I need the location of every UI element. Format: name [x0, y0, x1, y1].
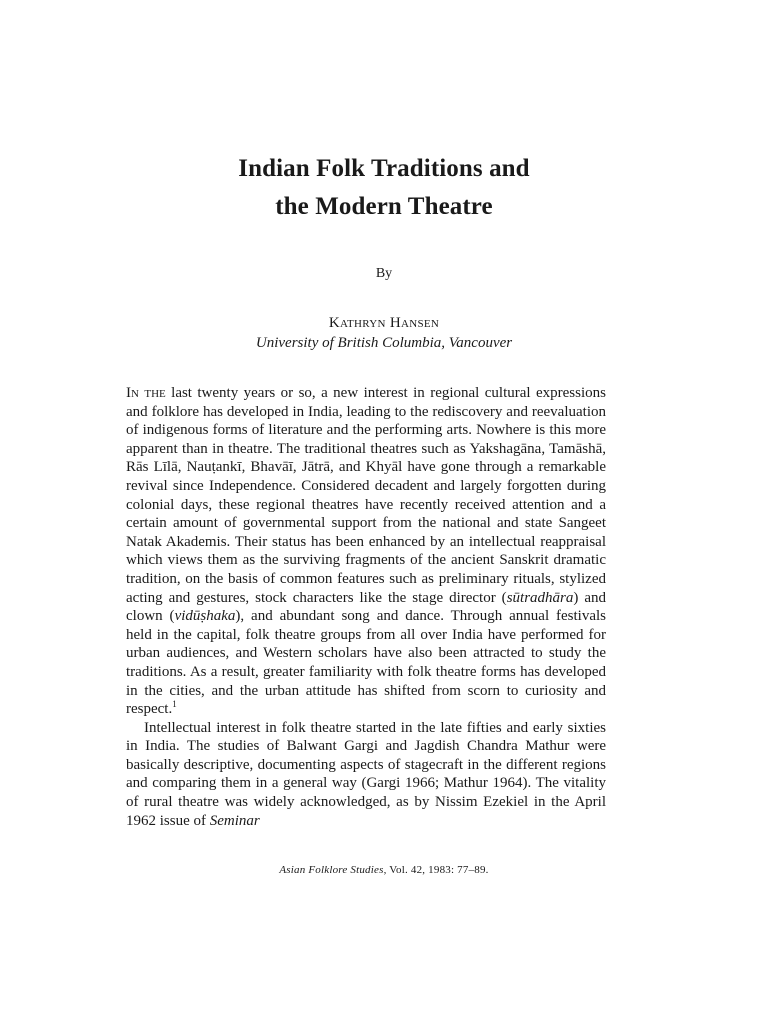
footnote-marker: 1 [172, 699, 177, 710]
article-body [126, 384, 606, 830]
affiliation-city: Vancouver [448, 335, 513, 351]
article-title [0, 150, 768, 226]
affiliation-institution: University of British Columbia, [255, 335, 446, 351]
paragraph-1 [126, 384, 606, 719]
paragraph-2 [126, 719, 606, 831]
title-line-1: Indian Folk Traditions and [238, 155, 530, 182]
paragraph-1-text-c: ), and abundant song and dance. Through annual festivals held in the capital, folk theatre groups from all over India have performed for urban audiences, and Western scholars have also been attracted to study the traditions. As a result, greater familiarity with folk theatre forms has developed in the cities, and the urban attitude has shifted from scorn to curiosity and respect. [126, 608, 607, 718]
footer-journal: Asian Folklore Studies, [279, 864, 387, 876]
author-affiliation [0, 335, 768, 352]
author-name: Kathryn Hansen [328, 315, 440, 331]
lead-in: In the [126, 385, 166, 401]
paragraph-2-text: Intellectual interest in folk theatre started in the late fifties and early sixties in India. The studies of Balwant Gargi and Jagdish Chandra Mathur were basically descriptive, documenting aspects of stagecraft in the different regions and comparing them in a general way (Gargi 1966; Mathur 1964). The vitality of rural theatre was widely acknowledged, as by Nissim Ezekiel in the April 1962 issue of [126, 719, 606, 829]
title-line-2: the Modern Theatre [275, 193, 493, 220]
term-vidushaka: vidūṣhaka [174, 608, 236, 625]
footer-volume: Vol. 42, 1983: 77–89. [386, 864, 489, 876]
paragraph-1-text-a: last twenty years or so, a new interest in regional cultural expressions and folklore has developed in India, leading to the rediscovery and reevaluation of indigenous forms of literature and the performing arts. Nowhere is this more apparent than in theatre. The traditional theatres such as Yakshagāna, Tamāshā, Rās Līlā, Nauṭankī, Bhavāī, Jātrā, and Khyāl have gone through a remarkable revival since Independence. Considered decadent and largely forgotten during colonial days, these regional theatres have recently received attention and a certain amount of governmental support from the national and state Sangeet Natak Akademis. Their status has been enhanced by an intellectual reappraisal which views them as the surviving fragments of the ancient Sanskrit dramatic tradition, on the basis of common features such as preliminary rituals, stylized acting and gestures, stock characters like the stage director ( [126, 385, 606, 606]
paragraph-1-text-b: ) and clown ( [126, 589, 606, 625]
page-footer-citation [0, 864, 768, 876]
byline-label: By [375, 266, 393, 281]
term-sutradhara: sūtradhāra [506, 589, 574, 606]
journal-seminar: Seminar [209, 812, 260, 829]
